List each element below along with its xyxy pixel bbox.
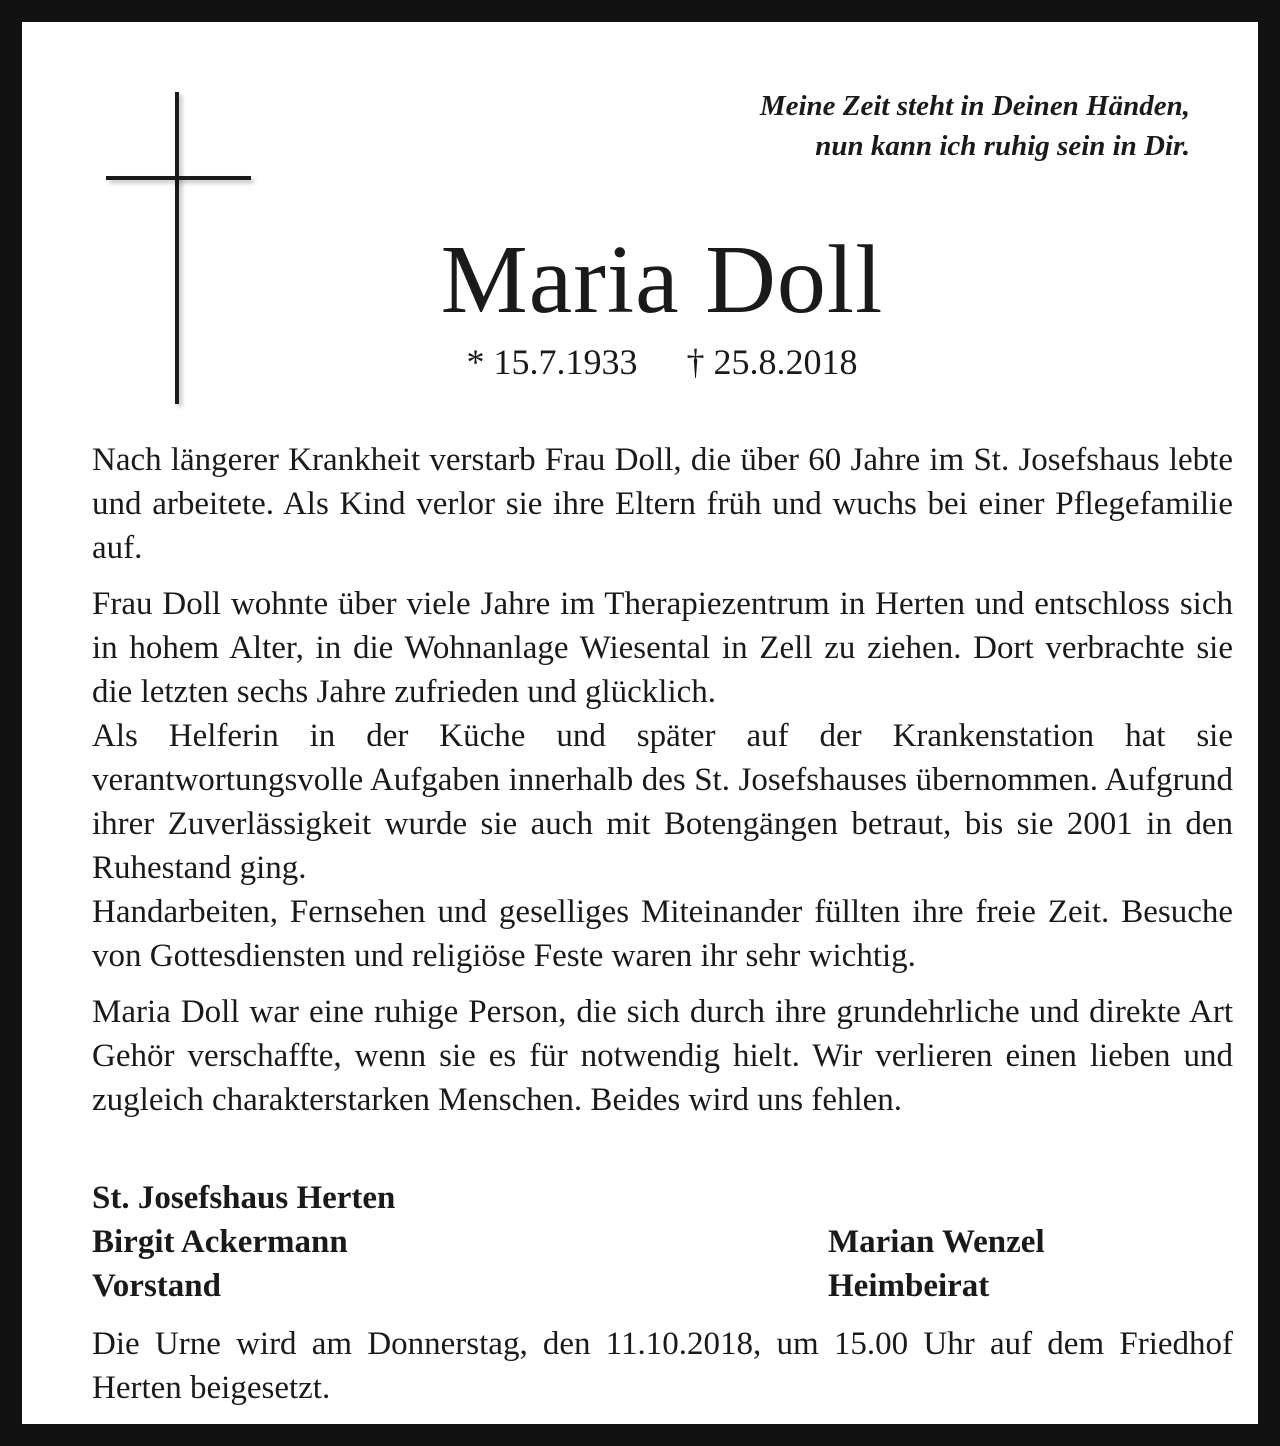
- paragraph-2b: Als Helferin in der Küche und später auf der Krankenstation hat sie verantwortungsvolle Aufgaben innerhalb des St. Josefshauses übernommen. Aufgrund ihrer Zuverlässigkeit wurde sie auch mit Botengängen betraut, bis sie 2001 in den Ruhestand ging.: [92, 718, 1233, 886]
- motto: [760, 86, 1190, 166]
- deceased-name: Maria Doll: [440, 226, 884, 334]
- burial-notice: Die Urne wird am Donnerstag, den 11.10.2018, um 15.00 Uhr auf dem Friedhof Herten beigesetzt.: [92, 1326, 1233, 1406]
- signature-right: [828, 1220, 1233, 1308]
- signature-left-role: Vorstand: [92, 1268, 221, 1304]
- signature-right-role: Heimbeirat: [828, 1268, 990, 1304]
- signatures: [92, 1176, 1233, 1308]
- life-dates: [22, 340, 1280, 384]
- birth-date: * 15.7.1933: [466, 342, 638, 382]
- paragraph-2a: Frau Doll wohnte über viele Jahre im Therapiezentrum in Herten und entschloss sich in hohem Alter, in die Wohnanlage Wiesental in Zell zu ziehen. Dort verbrachte sie die letzten sechs Jahre zufrieden und glücklich.: [92, 586, 1233, 710]
- paragraph-2c: Handarbeiten, Fernsehen und geselliges Miteinander füllten ihre freie Zeit. Besuche von Gottesdiensten und religiöse Feste waren ihr sehr wichtig.: [92, 894, 1233, 974]
- obituary-text: [92, 438, 1233, 1122]
- motto-line-1: Meine Zeit steht in Deinen Händen,: [759, 90, 1190, 122]
- paragraph-3: Maria Doll war eine ruhige Person, die sich durch ihre grundehrliche und direkte Art Gehör verschaffte, wenn sie es für notwendig hielt. Wir verlieren einen lieben und zugleich charakterstarken Menschen. Beides wird uns fehlen.: [92, 994, 1233, 1118]
- cross-horizontal-bar: [106, 176, 251, 180]
- death-date: † 25.8.2018: [686, 342, 858, 382]
- signature-right-name: Marian Wenzel: [828, 1224, 1045, 1260]
- signature-left-name: Birgit Ackermann: [92, 1224, 348, 1260]
- paragraph-1: Nach längerer Krankheit verstarb Frau Doll, die über 60 Jahre im St. Josefshaus lebte und arbeitete. Als Kind verlor sie ihre Eltern früh und wuchs bei einer Pflegefamilie auf.: [92, 442, 1233, 566]
- signature-institution: St. Josefshaus Herten: [92, 1180, 396, 1216]
- motto-line-2: nun kann ich ruhig sein in Dir.: [815, 130, 1190, 162]
